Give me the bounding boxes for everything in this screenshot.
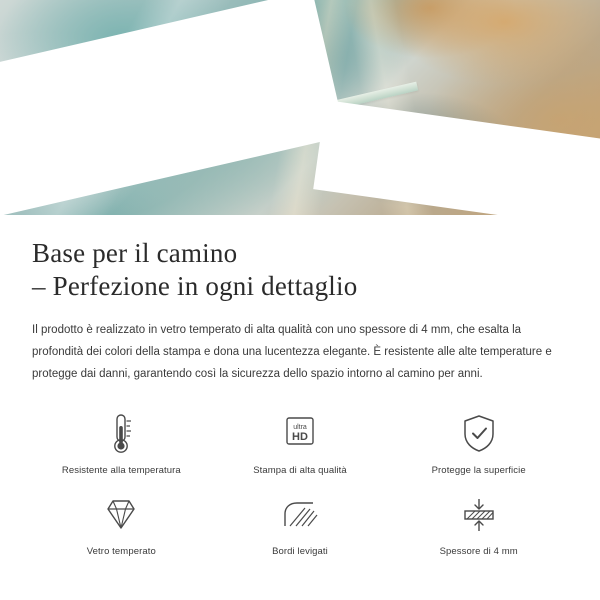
feature-grid bbox=[32, 411, 568, 557]
shield-check-icon bbox=[460, 411, 498, 457]
feature-item-temperature bbox=[32, 411, 211, 476]
description-paragraph: Il prodotto è realizzato in vetro temperato di alta qualità con uno spessore di 4 mm, che esalta la profondità dei colori della stampa e dona una lucentezza elegante. È resistente alle alte temperature e protegge dai danni, garantendo così la sicurezza dello spazio intorno al camino per anni. bbox=[32, 324, 552, 380]
svg-text:HD: HD bbox=[292, 431, 308, 443]
thermometer-icon bbox=[107, 411, 135, 457]
hero-image bbox=[0, 0, 600, 215]
content-area bbox=[0, 237, 600, 557]
svg-text:ultra: ultra bbox=[293, 424, 307, 431]
thickness-icon bbox=[458, 492, 500, 538]
feature-label: Protegge la superficie bbox=[431, 465, 526, 476]
feature-item-surface-protection bbox=[389, 411, 568, 476]
feature-item-tempered-glass bbox=[32, 492, 211, 557]
feature-label: Spessore di 4 mm bbox=[439, 546, 518, 557]
feature-item-smooth-edges bbox=[211, 492, 390, 557]
feature-label: Resistente alla temperatura bbox=[61, 465, 181, 476]
page-title bbox=[32, 237, 568, 303]
feature-label: Bordi levigati bbox=[272, 546, 328, 557]
feature-label: Vetro temperato bbox=[86, 546, 156, 557]
headline-line-1: Base per il camino bbox=[32, 238, 238, 268]
smooth-edges-icon bbox=[279, 492, 321, 538]
feature-label: Stampa di alta qualità bbox=[253, 465, 347, 476]
feature-item-print-quality bbox=[211, 411, 390, 476]
headline-line-2: – Perfezione in ogni dettaglio bbox=[32, 271, 358, 301]
feature-item-thickness bbox=[389, 492, 568, 557]
ultra-hd-icon bbox=[279, 411, 321, 457]
diamond-icon bbox=[100, 492, 142, 538]
